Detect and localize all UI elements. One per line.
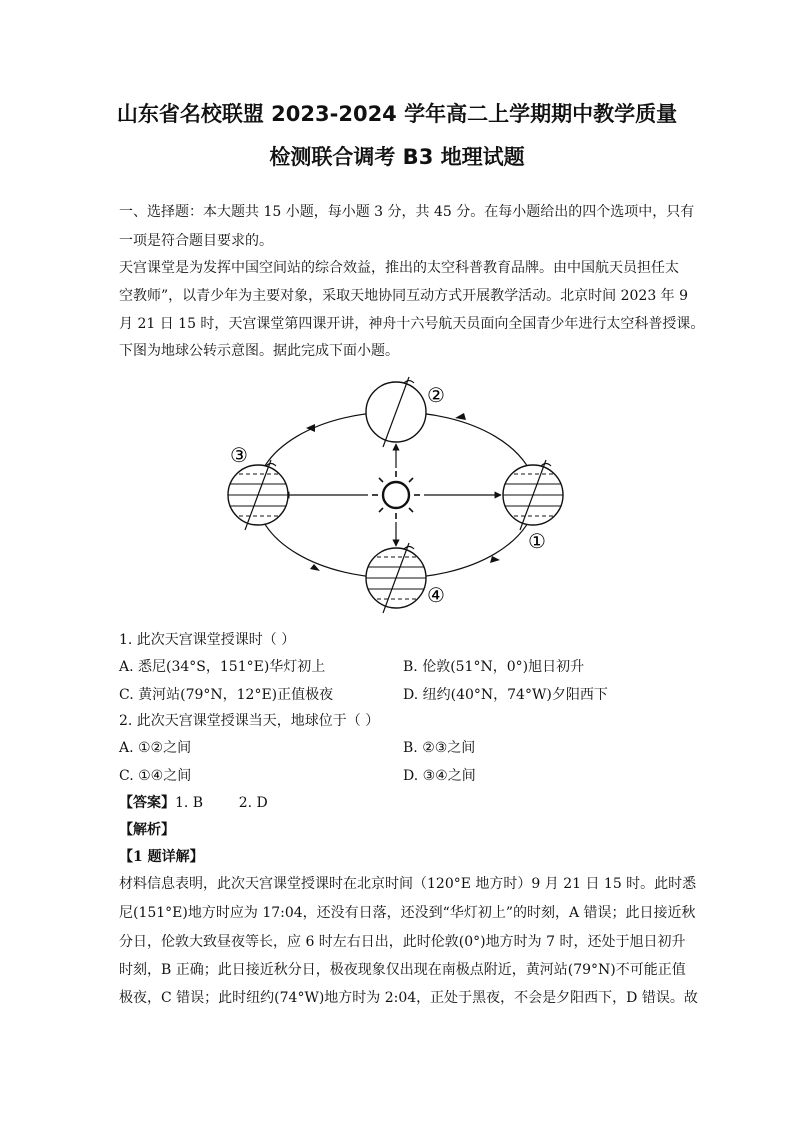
passage-line: 月 21 日 15 时，天宫课堂第四课开讲，神舟十六号航天员面向全国青少年进行太空科普授课。 — [119, 316, 705, 332]
question-1-option-a[interactable]: A. 悉尼(34°S，151°E)华灯初上 — [119, 659, 326, 675]
orbit-arrow-icon — [490, 556, 500, 563]
earth-position-2 — [363, 377, 429, 447]
detail-line: 分日，伦敦大致昼夜等长，应 6 时左右日出，此时伦敦(0°)地方时为 7 时，还处于旭日初升 — [119, 934, 686, 950]
question-2-option-a[interactable]: A. ①②之间 — [119, 740, 192, 756]
question-1-option-c[interactable]: C. 黄河站(79°N，12°E)正值极夜 — [119, 687, 334, 703]
earth-position-1 — [500, 460, 566, 530]
passage-line: 下图为地球公转示意图。据此完成下面小题。 — [119, 343, 399, 359]
orbit-arrow-icon — [310, 564, 320, 571]
earth-revolution-diagram — [220, 370, 580, 620]
question-2-option-b[interactable]: B. ②③之间 — [403, 740, 476, 756]
detail-line: 时刻，B 正确；此日接近秋分日，极夜现象仅出现在南极点附近，黄河站(79°N)不可能正值 — [119, 962, 686, 978]
doc-title-line2: 检测联合调考 B3 地理试题 — [269, 145, 525, 169]
question-2-stem: 2. 此次天宫课堂授课当天，地球位于（ ） — [119, 713, 380, 729]
question-2-option-d[interactable]: D. ③④之间 — [403, 768, 476, 784]
analysis-heading: 【解析】 — [119, 822, 175, 838]
detail-line: 极夜，C 错误；此时纽约(74°W)地方时为 2:04，正处于黑夜，不会是夕阳西下，D 错误。故 — [119, 990, 698, 1006]
orbit-arrow-icon — [455, 413, 466, 420]
earth-position-4 — [363, 543, 429, 613]
question-1-stem: 1. 此次天宫课堂授课时（ ） — [119, 632, 296, 648]
question-1-option-b[interactable]: B. 伦敦(51°N，0°)旭日初升 — [403, 659, 585, 675]
question-2-option-c[interactable]: C. ①④之间 — [119, 768, 192, 784]
detail-line: 尼(151°E)地方时应为 17:04，还没有日落，还没到“华灯初上”的时刻，A 错误；此日接近秋 — [119, 905, 696, 921]
section-instruction-line1: 一、选择题：本大题共 15 小题，每小题 3 分，共 45 分。在每小题给出的四个选项中，只有 — [119, 204, 695, 220]
sun-icon — [372, 471, 420, 519]
answer-row — [119, 796, 268, 810]
answer-text: 1. B 2. D — [175, 795, 268, 811]
detail-heading: 【1 题详解】 — [119, 849, 204, 865]
section-instruction-line2: 一项是符合题目要求的。 — [119, 233, 273, 249]
answer-label: 【答案】 — [119, 795, 175, 811]
question-1-option-d[interactable]: D. 纽约(40°N，74°W)夕阳西下 — [403, 687, 608, 703]
detail-line: 材料信息表明，此次天宫课堂授课时在北京时间（120°E 地方时）9 月 21 日 15 时。此时悉 — [119, 876, 697, 892]
label-position-2: ② — [427, 383, 445, 407]
passage-line: 天宫课堂是为发挥中国空间站的综合效益，推出的太空科普教育品牌。由中国航天员担任太 — [119, 260, 679, 276]
label-position-4: ④ — [427, 583, 445, 607]
label-position-1: ① — [528, 529, 546, 553]
doc-title-line1: 山东省名校联盟 2023-2024 学年高二上学期期中教学质量 — [116, 102, 678, 126]
label-position-3: ③ — [230, 443, 248, 467]
earth-position-3 — [225, 460, 291, 530]
passage-line: 空教师”，以青少年为主要对象，采取天地协同互动方式开展教学活动。北京时间 2023 年 9 — [119, 288, 689, 304]
